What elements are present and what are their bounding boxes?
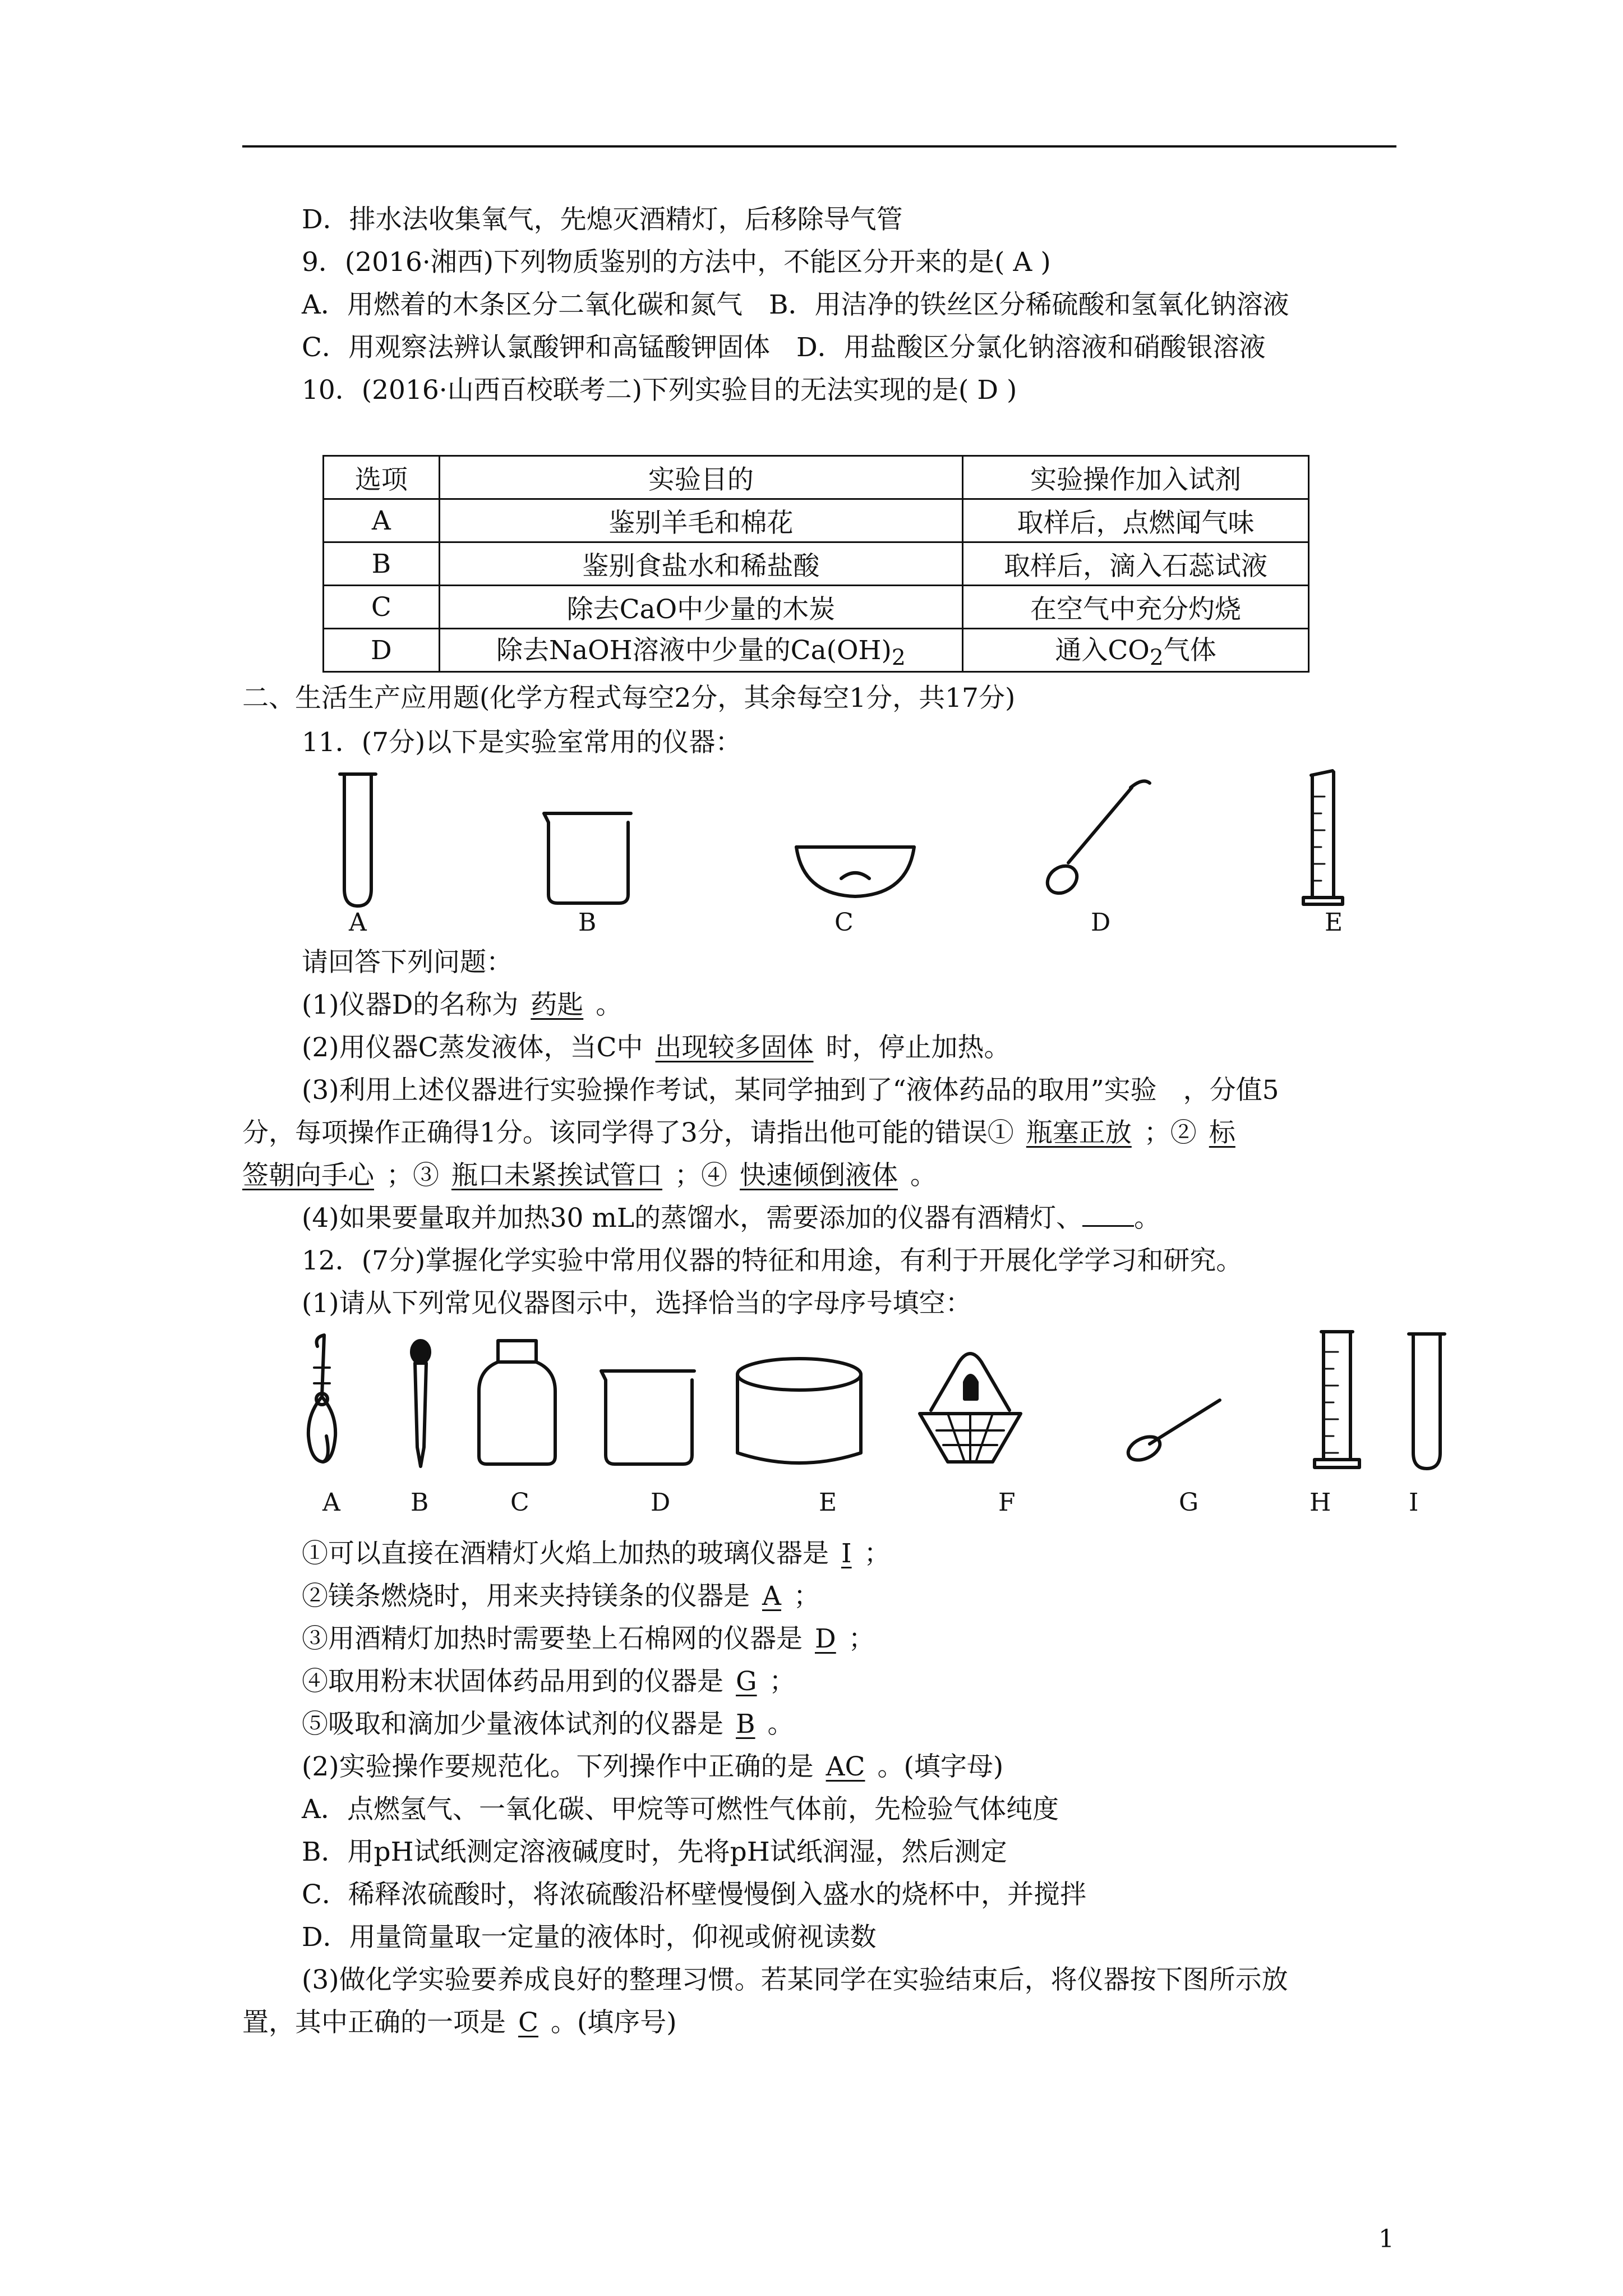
alcohol-lamp-icon: [920, 1354, 1021, 1462]
q11-part2: (2)用仪器C蒸发液体，当C中 出现较多固体 时，停止加热。: [302, 1032, 1011, 1063]
q12-answer-4: G: [736, 1666, 757, 1697]
q11-stem: 11．(7分)以下是实验室常用的仪器：: [302, 727, 742, 758]
q12-part3-line1: (3)做化学实验要养成良好的整理习惯。若某同学在实验结束后，将仪器按下图所示放: [302, 1964, 1288, 1995]
q12-sub5: ⑤吸取和滴加少量液体试剂的仪器是 B 。: [302, 1709, 794, 1740]
table-header-row: [324, 456, 1309, 499]
q12-answer-2: A: [762, 1581, 781, 1612]
table-cell: D: [324, 629, 440, 672]
q11-part3-line1: (3)利用上述仪器进行实验操作考试，某同学抽到了“液体药品的取用”实验 ，分值5: [302, 1075, 1279, 1106]
table-cell: 鉴别食盐水和稀盐酸: [439, 542, 962, 586]
q11-answer-3c: 瓶口未紧挨试管口: [451, 1160, 662, 1191]
q12-answer-3: D: [815, 1623, 836, 1654]
q12-part1: (1)请从下列常见仪器图示中，选择恰当的字母序号填空：: [302, 1288, 972, 1319]
experiment-table: [322, 455, 1310, 673]
graduated-cylinder-icon: [1315, 1332, 1359, 1467]
q12-answer-5: B: [736, 1709, 755, 1740]
q9-options-cd: C．用观察法辨认氯酸钾和高锰酸钾固体 D．用盐酸区分氯化钠溶液和硝酸银溶液: [302, 332, 1266, 363]
q11-prompt: 请回答下列问题：: [302, 947, 513, 978]
graduated-cylinder-icon: [1303, 771, 1343, 904]
q10-answer: D: [977, 375, 999, 406]
table-cell: 通入$CO_2$气体: [963, 629, 1309, 672]
beaker-icon: [601, 1371, 694, 1464]
q12-sub3: ③用酒精灯加热时需要垫上石棉网的仪器是 D ；: [302, 1623, 875, 1654]
table-cell: B: [324, 542, 440, 586]
q12-sub1: ①可以直接在酒精灯火焰上加热的玻璃仪器是 I ；: [302, 1538, 891, 1569]
table-cell: 取样后，滴入石蕊试液: [963, 542, 1309, 586]
table-cell: 在空气中充分灼烧: [963, 586, 1309, 629]
q9-answer: A: [1013, 247, 1032, 278]
table-row: [324, 542, 1309, 586]
table-cell: 除去NaOH溶液中少量的$Ca(OH)_2$: [439, 629, 962, 672]
q12-label-d: D: [651, 1488, 671, 1517]
q12-label-f: F: [998, 1488, 1016, 1517]
table-row: [324, 629, 1309, 672]
q11-label-d: D: [1091, 908, 1111, 937]
q9-options-ab: A．用燃着的木条区分二氧化碳和氮气 B．用洁净的铁丝区分稀硫酸和氢氧化钠溶液: [302, 289, 1289, 320]
table-cell: C: [324, 586, 440, 629]
evaporating-dish-icon: [796, 847, 914, 896]
q12-label-a: A: [322, 1488, 340, 1517]
test-tube-icon: [1409, 1334, 1445, 1469]
q11-label-e: E: [1325, 908, 1343, 937]
q11-label-b: B: [578, 908, 597, 937]
crucible-tongs-icon: [308, 1335, 335, 1462]
q12-answer-part3: C: [518, 2007, 538, 2038]
q12-label-e: E: [819, 1488, 837, 1517]
q11-answer-1: 药匙: [531, 990, 584, 1020]
reagent-bottle-icon: [479, 1341, 555, 1464]
q11-label-a: A: [349, 908, 367, 937]
q12-label-h: H: [1310, 1488, 1331, 1517]
trough-icon: [737, 1359, 861, 1463]
q11-part3-line2: 分，每项操作正确得1分。该同学得了3分，请指出他可能的错误① 瓶塞正放 ；② 标: [242, 1116, 1248, 1150]
q12-stem: 12．(7分)掌握化学实验中常用仪器的特征和用途，有利于开展化学学习和研究。: [302, 1245, 1243, 1276]
q12-sub2: ②镁条燃烧时，用来夹持镁条的仪器是 A ；: [302, 1581, 820, 1612]
answer-blank: [1082, 1202, 1134, 1227]
page-number: 1: [1378, 2225, 1394, 2253]
q12-option-a: A．点燃氢气、一氧化碳、甲烷等可燃性气体前，先检验气体纯度: [302, 1794, 1059, 1825]
section-title: 二、生活生产应用题(化学方程式每空2分，其余每空1分，共17分): [242, 683, 1016, 714]
q12-sub4: ④取用粉末状固体药品用到的仪器是 G ；: [302, 1666, 796, 1697]
q11-answer-3b-end: 签朝向手心: [242, 1160, 374, 1191]
header-rule: [242, 145, 1396, 148]
table-cell: 鉴别羊毛和棉花: [439, 499, 962, 542]
q11-answer-3a: 瓶塞正放: [1026, 1117, 1132, 1148]
test-tube-icon: [340, 774, 376, 906]
q11-answer-3b-start: 标: [1209, 1117, 1235, 1148]
q9-stem: 9．(2016·湘西)下列物质鉴别的方法中，不能区分开来的是( A ): [302, 247, 1051, 278]
q12-part2: (2)实验操作要规范化。下列操作中正确的是 AC 。(填字母): [302, 1751, 1004, 1782]
q10-stem: 10．(2016·山西百校联考二)下列实验目的无法实现的是( D ): [302, 375, 1017, 406]
table-row: [324, 586, 1309, 629]
q11-answer-2: 出现较多固体: [655, 1032, 814, 1063]
dropper-icon: [412, 1341, 430, 1466]
q12-answer-1: I: [841, 1538, 852, 1569]
q12-option-c: C．稀释浓硫酸时，将浓硫酸沿杯壁慢慢倒入盛水的烧杯中，并搅拌: [302, 1879, 1086, 1910]
table-header: 实验目的: [439, 456, 962, 499]
q11-answer-3d: 快速倾倒液体: [740, 1160, 898, 1191]
table-cell: A: [324, 499, 440, 542]
q12-label-c: C: [510, 1488, 529, 1517]
table-header: 选项: [324, 456, 440, 499]
q8-option-d: D．排水法收集氧气，先熄灭酒精灯，后移除导气管: [302, 204, 903, 235]
table-row: [324, 499, 1309, 542]
q12-answer-part2: AC: [826, 1751, 865, 1782]
q12-option-b: B．用pH试纸测定溶液碱度时，先将pH试纸润湿，然后测定: [302, 1837, 1007, 1867]
q12-label-b: B: [411, 1488, 429, 1517]
q11-part3-line3: 签朝向手心 ；③ 瓶口未紧挨试管口 ；④ 快速倾倒液体 。: [242, 1160, 937, 1191]
table-cell: 除去CaO中少量的木炭: [439, 586, 962, 629]
q11-label-c: C: [834, 908, 854, 937]
q12-label-g: G: [1179, 1488, 1199, 1517]
q12-option-d: D．用量筒量取一定量的液体时，仰视或俯视读数: [302, 1922, 877, 1953]
spoon-icon: [1042, 781, 1150, 899]
beaker-icon: [544, 813, 631, 903]
q11-part1: (1)仪器D的名称为 药匙 。: [302, 990, 623, 1020]
q12-part3-line2: 置，其中正确的一项是 C 。(填序号): [242, 2007, 677, 2038]
q12-instruments-figure: [292, 1329, 1469, 1498]
q12-label-i: I: [1409, 1488, 1419, 1517]
q11-part4: (4)如果要量取并加热30 mL的蒸馏水，需要添加的仪器有酒精灯、 。: [302, 1203, 1161, 1234]
table-header: 实验操作加入试剂: [963, 456, 1309, 499]
spoon-icon: [1124, 1400, 1220, 1465]
table-cell: 取样后，点燃闻气味: [963, 499, 1309, 542]
